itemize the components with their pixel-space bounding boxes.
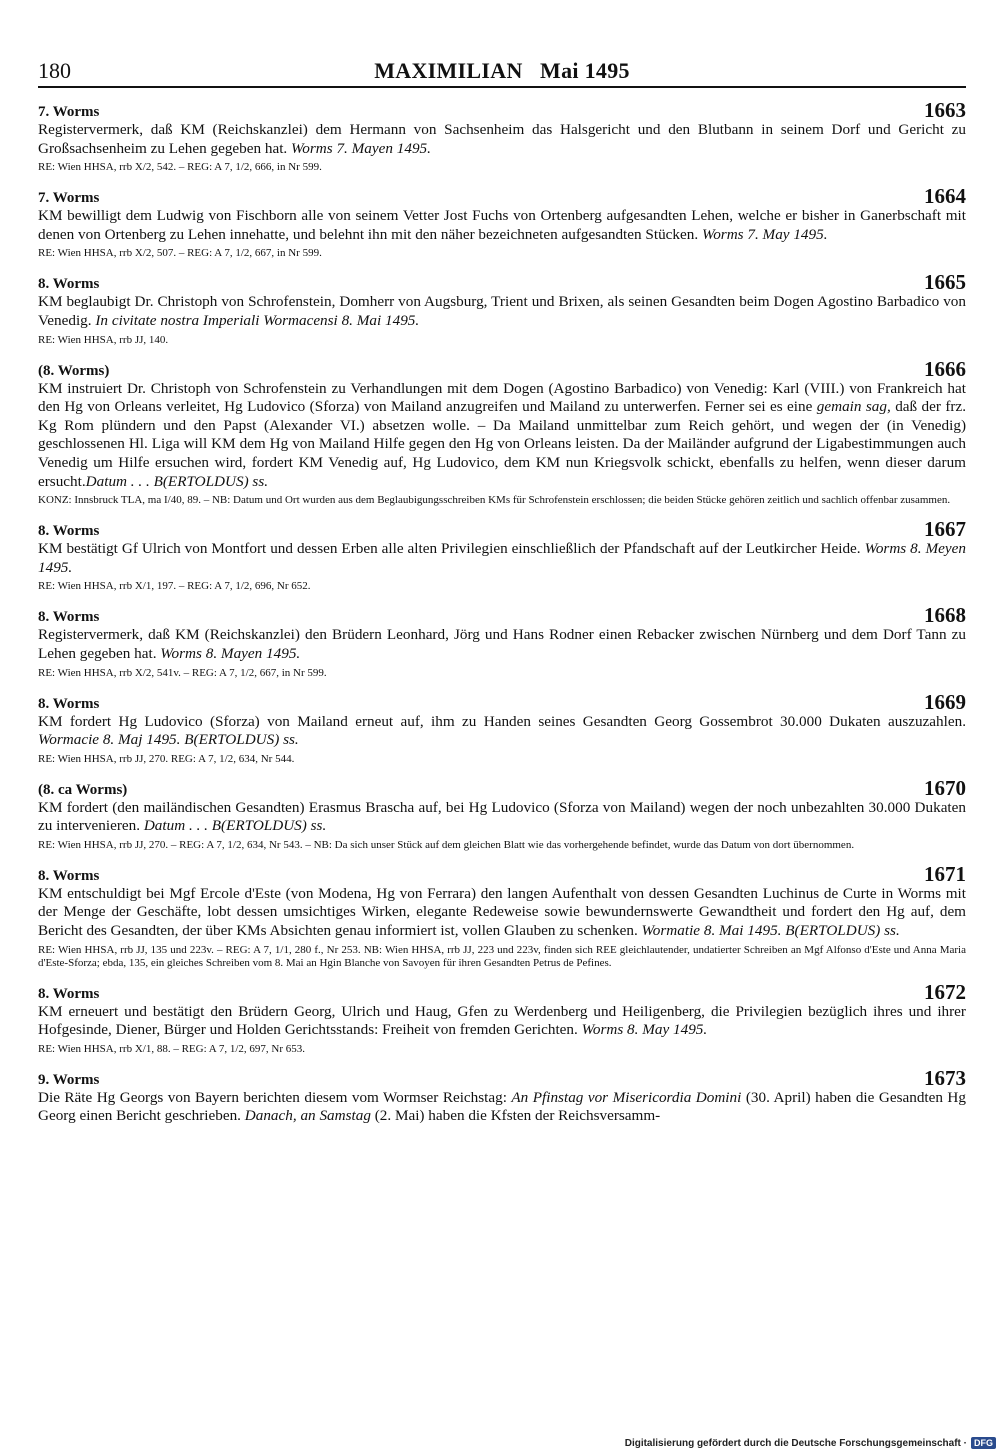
entry-italic-part: Worms 8. May 1495.	[581, 1021, 708, 1039]
entries-list	[38, 99, 966, 1126]
entry-header	[38, 777, 966, 799]
entry-header	[38, 691, 966, 713]
entry-place-date: (8. Worms)	[38, 362, 110, 379]
entry-number: 1667	[924, 517, 966, 542]
footer-text: Digitalisierung gefördert durch die Deutsche Forschungsgemeinschaft ·	[624, 1437, 967, 1449]
entry-source: RE: Wien HHSA, rrb JJ, 135 und 223v. – REG: A 7, 1/1, 280 f., Nr 253. NB: Wien HHSA, rrb JJ, 223 und 223v, finden sich REE gleichlautender, undatierter Schreiben an Mgf Alfonso d'Este und Anna Maria d'Este-Sforza; ebda, 135, ein gleiches Schreiben vom 8. Mai an Hgin Blanche von Savoyen für ihren Gesandten Petrus de Pefines.	[38, 943, 966, 969]
entry-italic-part: In civitate nostra Imperiali Wormacensi 8. Mai 1495.	[95, 311, 420, 329]
entry-number: 1664	[924, 184, 966, 209]
entry-source: KONZ: Innsbruck TLA, ma I/40, 89. – NB: Datum und Ort wurden aus dem Beglaubigungsschreiben KMs für Schrofenstein erschlossen; die beiden Stücke gehören zeitlich und sachlich offenbar zusammen.	[38, 494, 951, 507]
entry-header	[38, 358, 966, 380]
entry-text	[38, 121, 966, 158]
entry-source: RE: Wien HHSA, rrb JJ, 270. REG: A 7, 1/2, 634, Nr 544.	[38, 752, 295, 765]
entry	[38, 981, 966, 1056]
page-number: 180	[38, 58, 71, 83]
entry-number: 1663	[924, 98, 966, 122]
entry-source: RE: Wien HHSA, rrb X/2, 541v. – REG: A 7, 1/2, 667, in Nr 599.	[38, 666, 327, 679]
entry-header	[38, 518, 966, 540]
entry	[38, 358, 966, 508]
entry-text	[38, 885, 966, 941]
entry-source: RE: Wien HHSA, rrb X/1, 88. – REG: A 7, 1/2, 697, Nr 653.	[38, 1042, 306, 1055]
entry-italic-part: An Pfinstag vor Misericordia Domini	[511, 1088, 742, 1106]
entry-place-date: 9. Worms	[38, 1071, 100, 1088]
entry	[38, 1067, 966, 1126]
entry-number: 1665	[924, 270, 966, 295]
dfg-logo-icon: DFG	[971, 1437, 996, 1449]
entry-italic-part: Danach, an Samstag	[244, 1107, 371, 1125]
entry-text-part: Registervermerk, daß KM (Reichskanzlei) den Brüdern Leonhard, Jörg und Hans Rodner einen Rebacker zwischen Nürnberg und dem Dorf Tann zu Lehen gegeben hat.	[38, 626, 966, 662]
entry-number: 1670	[924, 775, 966, 800]
entry-place-date: 7. Worms	[38, 104, 100, 120]
entry-place-date: 8. Worms	[38, 523, 100, 540]
entry-place-date: 8. Worms	[38, 609, 100, 626]
entry-italic-part: Worms 7. Mayen 1495.	[291, 139, 431, 157]
entry-header	[38, 99, 966, 121]
entry-italic-part: Wormatie 8. Mai 1495. B(ERTOLDUS) ss.	[641, 922, 900, 940]
entry-text-part: KM bestätigt Gf Ulrich von Montfort und dessen Erben alle alten Privilegien einschließlich der Pfandschaft auf der Leutkircher Heide.	[38, 540, 865, 558]
entry-text-part: KM entschuldigt bei Mgf Ercole d'Este (von Modena, Hg von Ferrara) den langen Aufenthalt von dessen Gesandten Luchinus de Curte in Worms mit der Menge der Geschäfte, lobt dessen umsichtiges Wirken, elegante Redeweise sowie bewundernswerte Gewandtheit und fordert den Hg auf, dem Bericht des Gesandten, der über KMs Absichten genau informiert ist, vollen Glauben zu schenken.	[38, 884, 966, 940]
entry-header	[38, 271, 966, 293]
entry-place-date: (8. ca Worms)	[38, 781, 128, 798]
entry-text-part: Registervermerk, daß KM (Reichskanzlei) dem Hermann von Sachsenheim das Halsgericht und den Blutbann in seinem Dorf und Gericht zu Großsachsenheim zu Lehen gegeben hat.	[38, 121, 966, 157]
entry-number: 1673	[924, 1065, 966, 1090]
entry	[38, 691, 966, 766]
entry-text	[38, 799, 966, 836]
entry-text	[38, 207, 966, 244]
entry-number: 1669	[924, 689, 966, 714]
entry-italic-part: Worms 8. Mayen 1495.	[160, 644, 301, 662]
entry-italic-part: Wormacie 8. Maj 1495. B(ERTOLDUS) ss.	[38, 731, 299, 749]
entry	[38, 604, 966, 679]
entry-text-part: KM erneuert und bestätigt den Brüdern Georg, Ulrich und Haug, Gfen zu Werdenberg und Heiligenberg, die Privilegien bezüglich ihres und ihrer Hofgesinde, Diener, Bürger und Holden Gerichtsstands: Freiheit von fremden Gerichten.	[38, 1002, 966, 1039]
entry-place-date: 8. Worms	[38, 276, 100, 293]
entry-header	[38, 185, 966, 207]
entry	[38, 185, 966, 260]
entry	[38, 518, 966, 593]
entry-text-part: (30. April) haben die Gesandten Hg Georg einen Bericht geschrieben.	[38, 1088, 966, 1125]
entry-text-part: KM instruiert Dr. Christoph von Schrofenstein zu Verhandlungen mit dem Dogen (Agostino Barbadico) von Venedig: Karl (VIII.) von Frankreich hat den Hg von Orleans verleitet, Hg Ludovico (Sforza) von Mailand anzugreifen und Mailand zu unterwerfen. Ferner sei es eine	[38, 379, 966, 416]
entry-number: 1671	[924, 861, 966, 886]
entry-text-part: Die Räte Hg Georgs von Bayern berichten diesem vom Wormser Reichstag:	[38, 1088, 512, 1106]
entry-text-part: KM fordert Hg Ludovico (Sforza) von Mailand erneut auf, ihm zu Handen seines Gesandten Georg Gossembrot 30.000 Dukaten auszuzahlen.	[38, 712, 966, 730]
entry-place-date: 8. Worms	[38, 985, 100, 1002]
document-page	[38, 56, 966, 1126]
entry-source: RE: Wien HHSA, rrb JJ, 140.	[38, 333, 169, 346]
entry-text	[38, 713, 966, 750]
entry-italic-part: Worms 7. May 1495.	[701, 225, 828, 243]
entry-source: RE: Wien HHSA, rrb X/1, 197. – REG: A 7, 1/2, 696, Nr 652.	[38, 580, 311, 593]
entry	[38, 777, 966, 852]
footer-credit	[625, 1437, 996, 1449]
entry-text-part: daß der frz. Kg Rom plündern und den Papst (Alexander VI.) absetzen wolle. – Da Mailand unmittelbar zum Reich gehört, und wegen der (in Venedig) geschlossenen Hl. Liga will KM dem Hg von Mailand Hilfe gegen den Hg von Orleans leisten. Da der Mailänder aufgrund der Ligabestimmungen auch Venedig um Hilfe ersuchen wird, fordert KM Venedig auf, Hg Ludovico, dem KM nun Kriegsvolk schickt, ebenfalls zu helfen, wenn dieser darum ersucht.	[38, 398, 966, 490]
entry	[38, 271, 966, 346]
entry-text-part: (2. Mai) haben die Kfsten der Reichsversamm-	[370, 1107, 661, 1125]
entry-text	[38, 540, 966, 577]
entry-text	[38, 1089, 966, 1126]
entry-text-part: KM bewilligt dem Ludwig von Fischborn alle von seinem Vetter Jost Fuchs von Ortenberg aufgesandten Lehen, welche er bisher in Ganerbschaft mit denen von Ortenberg zu Lehen innehatte, und belehnt ihn mit den näher bezeichneten aufgesandten Stücken.	[38, 207, 966, 243]
entry-text-part: KM fordert (den mailändischen Gesandten) Erasmus Brascha auf, bei Hg Ludovico (Sforza von Mailand) wegen der noch unbezahlten 30.000 Dukaten zu intervenieren.	[38, 798, 966, 835]
entry-source: RE: Wien HHSA, rrb X/2, 542. – REG: A 7, 1/2, 666, in Nr 599.	[38, 161, 322, 174]
entry-number: 1666	[924, 356, 966, 381]
entry-place-date: 8. Worms	[38, 695, 100, 712]
entry	[38, 863, 966, 970]
entry-italic-part: Datum . . . B(ERTOLDUS) ss.	[85, 472, 269, 490]
entry-header	[38, 863, 966, 885]
entry-text-part: KM beglaubigt Dr. Christoph von Schrofenstein, Domherr von Augsburg, Trient und Brixen, als seinen Gesandten beim Dogen Agostino Barbadico von Venedig.	[38, 293, 966, 329]
running-title: MAXIMILIAN Mai 1495	[374, 58, 630, 83]
page-header	[38, 56, 966, 88]
entry-text	[38, 1003, 966, 1040]
entry-number: 1668	[924, 603, 966, 628]
entry-header	[38, 981, 966, 1003]
entry-text	[38, 380, 966, 492]
entry-italic-part: Worms 8. Meyen 1495.	[38, 540, 967, 576]
entry-header	[38, 604, 966, 626]
entry-source: RE: Wien HHSA, rrb JJ, 270. – REG: A 7, 1/2, 634, Nr 543. – NB: Da sich unser Stück auf dem gleichen Blatt wie das vorhergehende befindet, wurde das Datum von dort übernommen.	[38, 838, 855, 851]
entry	[38, 99, 966, 174]
entry-italic-part: gemain sag,	[816, 398, 891, 416]
entry-number: 1672	[924, 979, 966, 1004]
entry-italic-part: Datum . . . B(ERTOLDUS) ss.	[143, 817, 327, 835]
entry-place-date: 7. Worms	[38, 190, 100, 207]
entry-text	[38, 293, 966, 330]
entry-source: RE: Wien HHSA, rrb X/2, 507. – REG: A 7, 1/2, 667, in Nr 599.	[38, 247, 322, 260]
entry-place-date: 8. Worms	[38, 867, 100, 884]
entry-header	[38, 1067, 966, 1089]
entry-text	[38, 626, 966, 663]
